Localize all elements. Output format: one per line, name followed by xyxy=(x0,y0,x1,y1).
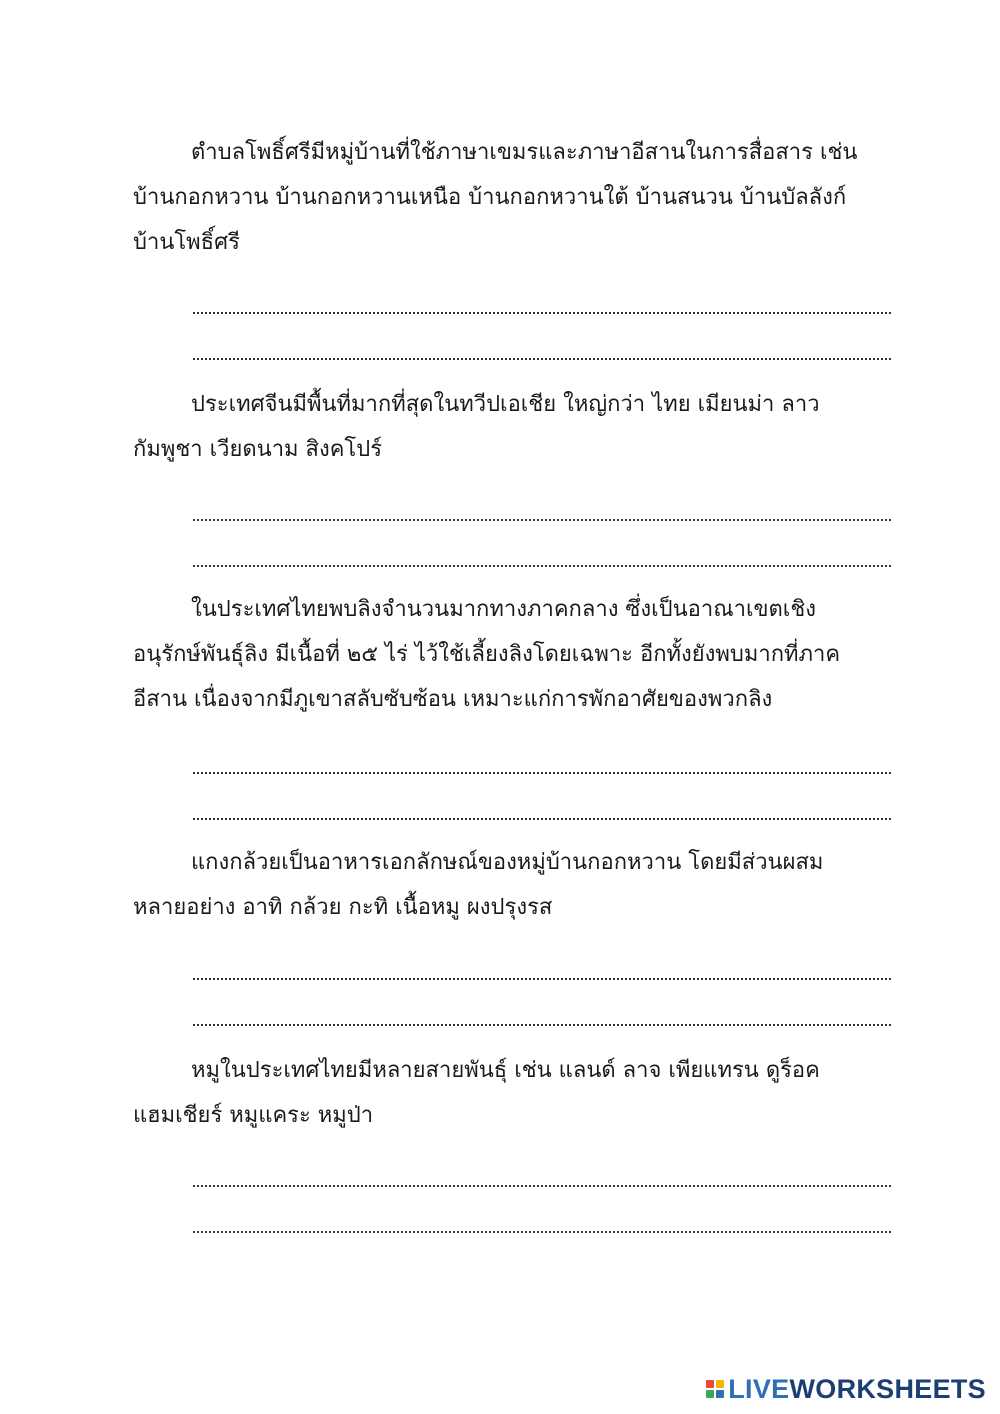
logo-square-yellow xyxy=(716,1380,724,1388)
question-1-line-3: บ้านโพธิ์ศรี xyxy=(133,230,240,255)
question-3-text xyxy=(133,587,893,722)
question-1-line-1: ตำบลโพธิ์ศรีมีหมู่บ้านที่ใช้ภาษาเขมรและภาษาอีสานในการสื่อสาร เช่น xyxy=(191,140,858,165)
question-5-text xyxy=(133,1048,893,1138)
logo-mark-icon xyxy=(706,1380,724,1398)
answer-2-line-1[interactable] xyxy=(193,493,891,521)
question-5-line-2: แฮมเชียร์ หมูแคระ หมูป่า xyxy=(133,1103,374,1128)
question-2-line-1: ประเทศจีนมีพื้นที่มากที่สุดในทวีปเอเชีย ใหญ่กว่า ไทย เมียนม่า ลาว xyxy=(191,392,820,417)
logo-text xyxy=(728,1374,986,1405)
answer-1-line-1[interactable] xyxy=(193,286,891,314)
liveworksheets-logo xyxy=(706,1374,986,1404)
question-3-line-1: ในประเทศไทยพบลิงจำนวนมากทางภาคกลาง ซึ่งเป็นอาณาเขตเชิง xyxy=(191,597,816,622)
question-2-line-2: กัมพูชา เวียดนาม สิงคโปร์ xyxy=(133,437,383,462)
question-4-line-1: แกงกล้วยเป็นอาหารเอกลักษณ์ของหมู่บ้านกอกหวาน โดยมีส่วนผสม xyxy=(191,850,824,875)
answer-5-line-2[interactable] xyxy=(193,1205,891,1233)
logo-square-green xyxy=(706,1390,714,1398)
answer-3-line-1[interactable] xyxy=(193,746,891,774)
logo-text-prefix: LIVE xyxy=(728,1373,790,1404)
logo-text-suffix: WORKSHEETS xyxy=(789,1373,986,1404)
question-1-text xyxy=(133,130,893,265)
answer-5-line-1[interactable] xyxy=(193,1159,891,1187)
answer-4-line-1[interactable] xyxy=(193,952,891,980)
logo-square-blue xyxy=(716,1390,724,1398)
question-2-text xyxy=(133,382,893,472)
answer-1-line-2[interactable] xyxy=(193,332,891,360)
answer-2-line-2[interactable] xyxy=(193,539,891,567)
question-4-line-2: หลายอย่าง อาทิ กล้วย กะทิ เนื้อหมู ผงปรุงรส xyxy=(133,895,553,920)
question-4-text xyxy=(133,840,893,930)
question-3-line-2: อนุรักษ์พันธุ์ลิง มีเนื้อที่ ๒๕ ไร่ ไว้ใช้เลี้ยงลิงโดยเฉพาะ อีกทั้งยังพบมากที่ภาค xyxy=(133,642,841,667)
question-1-line-2: บ้านกอกหวาน บ้านกอกหวานเหนือ บ้านกอกหวานใต้ บ้านสนวน บ้านบัลลังก์ xyxy=(133,185,847,210)
logo-square-red xyxy=(706,1380,714,1388)
question-5-line-1: หมูในประเทศไทยมีหลายสายพันธุ์ เช่น แลนด์ ลาจ เพียแทรน ดูร็อค xyxy=(191,1058,820,1083)
question-3-line-3: อีสาน เนื่องจากมีภูเขาสลับซับซ้อน เหมาะแก่การพักอาศัยของพวกลิง xyxy=(133,687,773,712)
answer-3-line-2[interactable] xyxy=(193,792,891,820)
answer-4-line-2[interactable] xyxy=(193,998,891,1026)
